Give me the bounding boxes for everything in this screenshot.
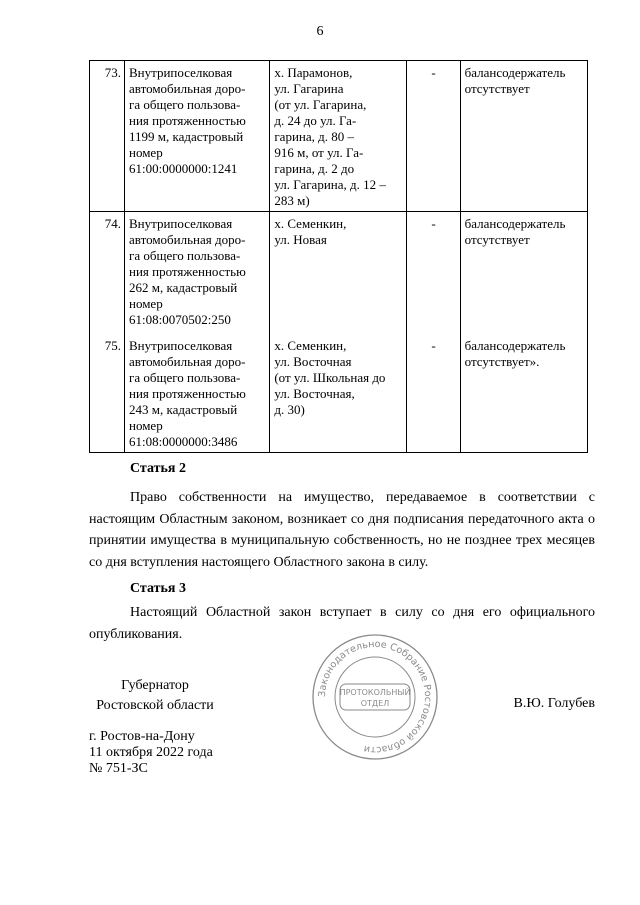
article-3-text: Настоящий Областной закон вступает в силу со дня его официального опубликования.: [89, 605, 595, 642]
property-table: [89, 60, 588, 453]
row-number: 74.: [90, 212, 125, 331]
row-number: 73.: [90, 61, 125, 212]
stamp-center-line-2: ОТДЕЛ: [360, 699, 390, 708]
article-3-heading: Статья 3: [130, 581, 186, 596]
balance-holder: балансодержатель отсутствует».: [460, 330, 587, 453]
article-2-text: Право собственности на имущество, передаваемое в соответствии с настоящим Областным законом, возникает со дня подписания передаточного акта о принятии имущества в муниципальную собственность, но не позднее трех месяцев со дня вступления настоящего Областного закона в силу.: [89, 490, 595, 570]
table-row: [90, 212, 588, 331]
balance-holder: балансодержатель отсутствует: [460, 61, 587, 212]
area-value: -: [407, 212, 460, 331]
table-row: [90, 61, 588, 212]
road-description: Внутрипоселковая автомобильная доро- га общего пользова- ния протяженностью 262 м, кадастровый номер 61:08:0070502:250: [124, 212, 269, 331]
law-place-date-number: г. Ростов-на-Дону 11 октября 2022 года № 751-ЗС: [89, 729, 213, 776]
stamp-outer-ring: [313, 635, 437, 759]
governor-title: Губернатор Ростовской области: [96, 678, 214, 713]
road-address: х. Семенкин, ул. Новая: [270, 212, 407, 331]
road-address: х. Семенкин, ул. Восточная (от ул. Школьная до ул. Восточная, д. 30): [270, 330, 407, 453]
article-2-heading: Статья 2: [130, 461, 186, 476]
row-number: 75.: [90, 330, 125, 453]
area-value: -: [407, 330, 460, 453]
road-description: Внутрипоселковая автомобильная доро- га общего пользова- ния протяженностью 243 м, кадастровый номер 61:08:0000000:3486: [124, 330, 269, 453]
stamp-ring-text: Законодательное Собрание Ростовской области: [316, 638, 434, 756]
governor-name: В.Ю. Голубев: [513, 696, 595, 711]
stamp-center-line-1: ПРОТОКОЛЬНЫЙ: [339, 688, 411, 697]
stamp-inner-ring: [335, 657, 415, 737]
table-row: [90, 330, 588, 453]
road-description: Внутрипоселковая автомобильная доро- га общего пользова- ния протяженностью 1199 м, кадастровый номер 61:00:0000000:1241: [124, 61, 269, 212]
area-value: -: [407, 61, 460, 212]
page-number: 6: [316, 24, 324, 39]
balance-holder: балансодержатель отсутствует: [460, 212, 587, 331]
official-stamp: [310, 632, 440, 762]
road-address: х. Парамонов, ул. Гагарина (от ул. Гагарина, д. 24 до ул. Га- гарина, д. 80 – 916 м, от ул. Га- гарина, д. 2 до ул. Гагарина, д. 12 – 283 м): [270, 61, 407, 212]
